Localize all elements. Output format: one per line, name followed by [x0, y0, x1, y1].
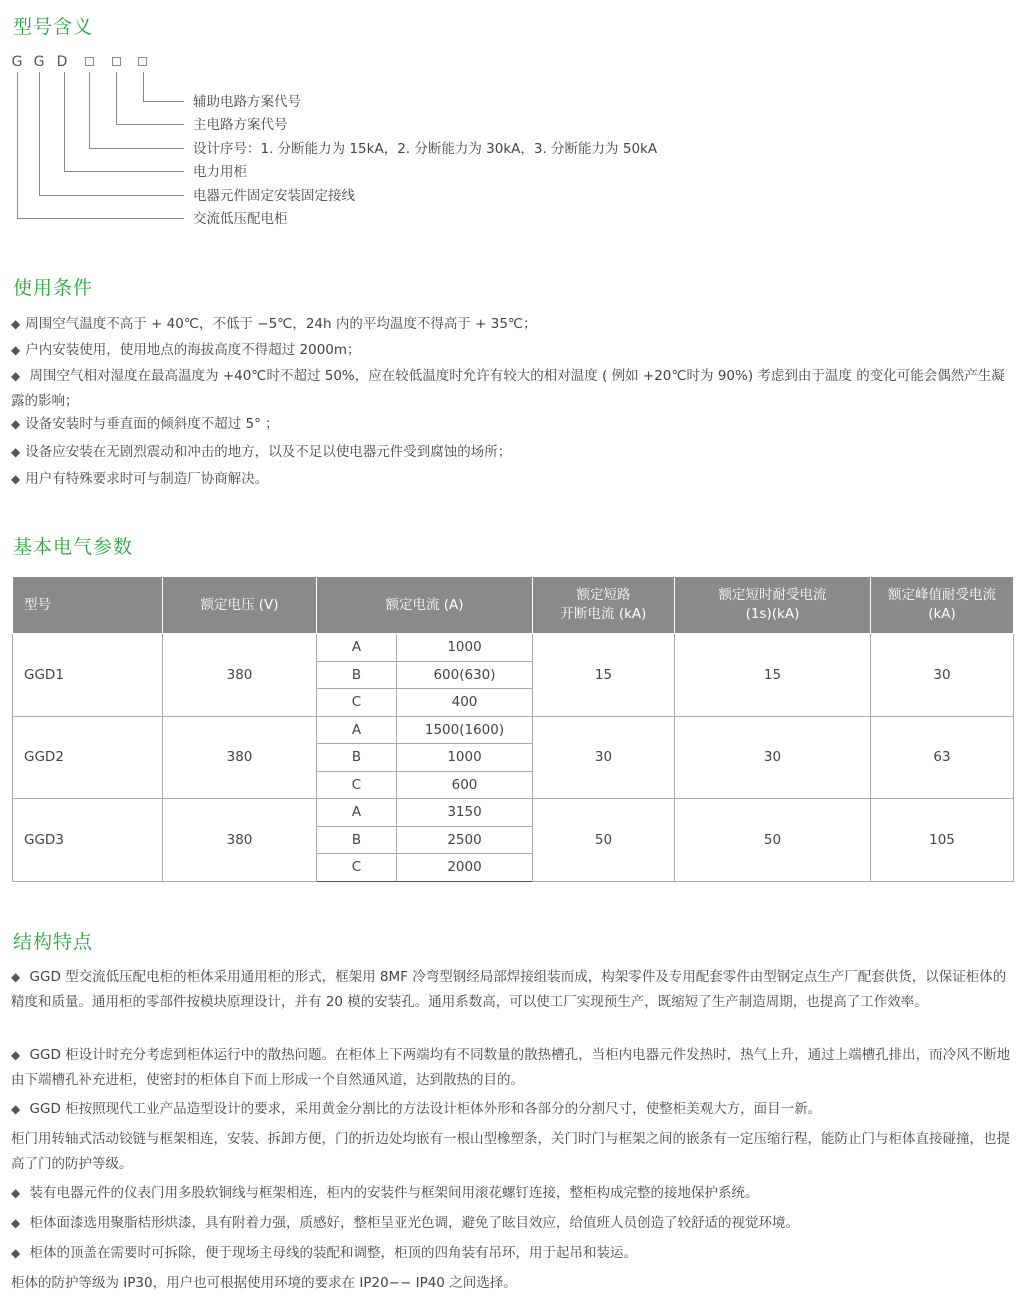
cell-model: GGD2	[13, 716, 163, 799]
cell-current: 1000	[397, 744, 533, 772]
model-meaning-item: 交流低压配电柜	[193, 211, 288, 227]
cell-current: 600(630)	[397, 661, 533, 689]
cell-short-time: 15	[675, 634, 871, 717]
condition-item	[11, 440, 1013, 465]
condition-text: 用户有特殊要求时可与制造厂协商解决。	[25, 471, 269, 487]
electrical-params-table	[12, 576, 1014, 882]
cell-current: 1500(1600)	[397, 716, 533, 744]
cell-grade: B	[317, 661, 397, 689]
condition-text: 户内安装使用，使用地点的海拔高度不得超过 2000m；	[25, 342, 361, 358]
cell-grade: C	[317, 689, 397, 717]
cell-voltage: 380	[163, 716, 317, 799]
diamond-bullet-icon: ◆	[11, 369, 21, 383]
cell-grade: B	[317, 744, 397, 772]
model-code-placeholder-box	[138, 57, 147, 66]
structure-item	[11, 965, 1013, 1015]
table-header-row	[13, 577, 1014, 634]
cell-breaking: 15	[533, 634, 675, 717]
cell-grade: C	[317, 854, 397, 882]
header-current: 额定电流 (A)	[317, 577, 533, 634]
diamond-bullet-icon: ◆	[11, 317, 21, 331]
diamond-bullet-icon: ◆	[11, 970, 21, 984]
model-meaning-item: 辅助电路方案代号	[193, 94, 301, 110]
condition-item	[11, 338, 1013, 363]
cell-grade: C	[317, 771, 397, 799]
model-meaning-item: 主电路方案代号	[193, 117, 288, 133]
structure-text: 柜体面漆选用聚脂桔形烘漆，具有附着力强，质感好，整柜呈亚光色调，避免了眩目效应，给值班人员创造了较舒适的视觉环境。	[25, 1215, 800, 1231]
diamond-bullet-icon: ◆	[11, 1216, 21, 1230]
cell-current: 600	[397, 771, 533, 799]
cell-grade: A	[317, 716, 397, 744]
condition-text: 周围空气相对湿度在最高温度为 +40℃时不超过 50%，应在较低温度时允许有较大的相对温度 ( 例如 +20℃时为 90%) 考虑到由于温度 的变化可能会偶然产生凝露的影响；	[11, 368, 1005, 409]
cell-current: 1000	[397, 634, 533, 662]
diamond-bullet-icon: ◆	[11, 1048, 21, 1062]
cell-peak: 63	[871, 716, 1014, 799]
cell-breaking: 30	[533, 716, 675, 799]
structure-text: 装有电器元件的仪表门用多股软铜线与框架相连，柜内的安装件与框架间用滚花螺钉连接，整柜构成完整的接地保护系统。	[25, 1185, 759, 1201]
header-short-time: 额定短时耐受电流 (1s)(kA)	[675, 577, 871, 634]
header-breaking: 额定短路 开断电流 (kA)	[533, 577, 675, 634]
cell-short-time: 30	[675, 716, 871, 799]
cell-peak: 30	[871, 634, 1014, 717]
cell-current: 3150	[397, 799, 533, 827]
diamond-bullet-icon: ◆	[11, 417, 21, 431]
model-code-placeholder-box	[112, 57, 121, 66]
structure-item	[11, 1043, 1013, 1093]
diamond-bullet-icon: ◆	[11, 445, 21, 459]
section-title-structure: 结构特点	[13, 931, 94, 953]
condition-item	[11, 312, 1013, 337]
model-code-char: D	[56, 54, 68, 70]
diamond-bullet-icon: ◆	[11, 1102, 21, 1116]
model-meaning-item: 电器元件固定安装固定接线	[193, 188, 355, 204]
structure-text: GGD 柜按照现代工业产品造型设计的要求，采用黄金分割比的方法设计柜体外形和各部分的分割尺寸，使整柜美观大方，面目一新。	[25, 1101, 822, 1117]
bracket-line	[17, 72, 184, 219]
model-code-char: G	[33, 54, 45, 70]
table-row	[13, 634, 1014, 662]
diamond-bullet-icon: ◆	[11, 343, 21, 357]
condition-item	[11, 412, 1013, 437]
model-meaning-item: 设计序号：1. 分断能力为 15kA，2. 分断能力为 30kA，3. 分断能力为 50kA	[193, 141, 658, 157]
structure-item	[11, 1097, 1013, 1122]
cell-breaking: 50	[533, 799, 675, 882]
structure-item	[11, 1211, 1013, 1236]
model-code-char: G	[11, 54, 23, 70]
cell-peak: 105	[871, 799, 1014, 882]
condition-item	[11, 364, 1013, 414]
header-peak: 额定峰值耐受电流 (kA)	[871, 577, 1014, 634]
cell-current: 2000	[397, 854, 533, 882]
cell-grade: B	[317, 826, 397, 854]
model-meaning-item: 电力用柜	[193, 164, 247, 180]
cell-current: 2500	[397, 826, 533, 854]
cell-short-time: 50	[675, 799, 871, 882]
condition-text: 设备应安装在无剧烈震动和冲击的地方，以及不足以使电器元件受到腐蚀的场所；	[25, 444, 512, 460]
diamond-bullet-icon: ◆	[11, 1186, 21, 1200]
cell-model: GGD1	[13, 634, 163, 717]
condition-text: 设备安装时与垂直面的倾斜度不超过 5° ；	[25, 416, 279, 432]
cell-grade: A	[317, 634, 397, 662]
structure-item	[11, 1181, 1013, 1206]
structure-text: 柜体的顶盖在需要时可拆除，便于现场主母线的装配和调整，柜顶的四角装有吊环，用于起吊和装运。	[25, 1245, 638, 1261]
model-code-placeholder-box	[85, 57, 94, 66]
condition-text: 周围空气温度不高于 + 40℃，不低于 −5℃，24h 内的平均温度不得高于 + 35℃；	[25, 316, 537, 332]
cell-voltage: 380	[163, 634, 317, 717]
header-voltage: 额定电压 (V)	[163, 577, 317, 634]
structure-text: 柜体的防护等级为 IP30，用户也可根据使用环境的要求在 IP20−− IP40 之间选择。	[11, 1275, 517, 1291]
diamond-bullet-icon: ◆	[11, 472, 21, 486]
structure-text: GGD 柜设计时充分考虑到柜体运行中的散热问题。在柜体上下两端均有不同数量的散热槽孔，当柜内电器元件发热时，热气上升，通过上端槽孔排出，而冷风不断地由下端槽孔补充进柜，使密封的柜体自下而上形成一个自然通风道，达到散热的目的。	[11, 1047, 1011, 1088]
section-title-model-meaning: 型号含义	[13, 16, 94, 38]
condition-item	[11, 467, 1013, 492]
structure-item	[11, 1127, 1013, 1177]
table-row	[13, 799, 1014, 827]
cell-voltage: 380	[163, 799, 317, 882]
section-title-conditions: 使用条件	[13, 277, 94, 299]
header-model: 型号	[13, 577, 163, 634]
cell-model: GGD3	[13, 799, 163, 882]
structure-item	[11, 1241, 1013, 1266]
section-title-electrical: 基本电气参数	[13, 536, 134, 558]
structure-text: 柜门用转轴式活动铰链与框架相连，安装、拆卸方便，门的折边处均嵌有一根山型橡塑条，关门时门与框架之间的嵌条有一定压缩行程，能防止门与柜体直接碰撞，也提高了门的防护等级。	[11, 1131, 1010, 1172]
structure-item	[11, 1271, 1013, 1296]
cell-grade: A	[317, 799, 397, 827]
table-row	[13, 716, 1014, 744]
diamond-bullet-icon: ◆	[11, 1246, 21, 1260]
structure-text: GGD 型交流低压配电柜的柜体采用通用柜的形式，框架用 8MF 冷弯型钢经局部焊接组装而成，构架零件及专用配套零件由型钢定点生产厂配套供货，以保证柜体的精度和质量。通用柜的零部件按模块原理设计，并有 20 模的安装孔。通用系数高，可以使工厂实现预生产，既缩短了生产制造周期，也提高了工作效率。	[11, 969, 1007, 1010]
cell-current: 400	[397, 689, 533, 717]
